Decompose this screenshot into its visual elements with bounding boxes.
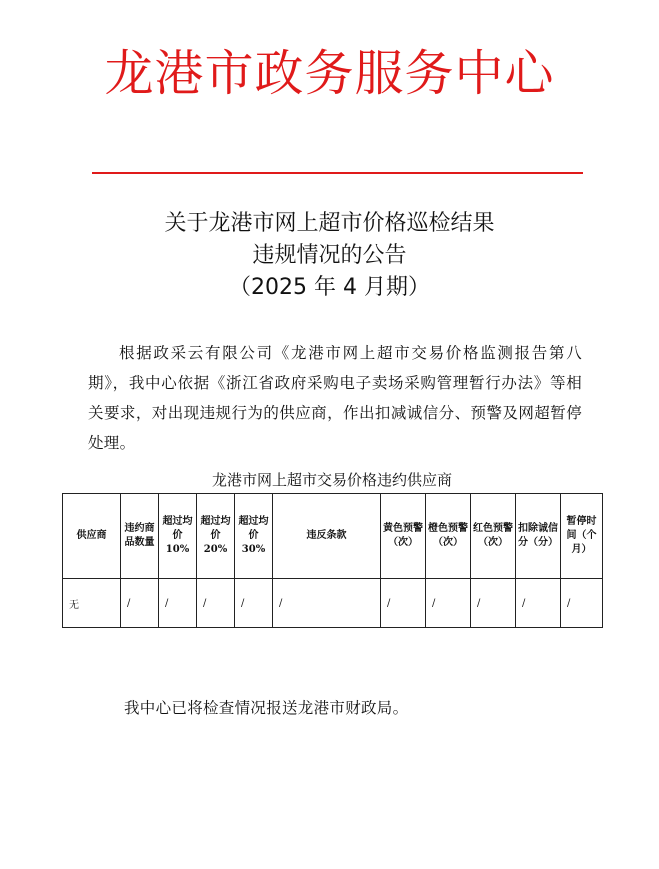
cell-over-20: / [197, 579, 235, 628]
table-title: 龙港市网上超市交易价格违约供应商 [211, 471, 452, 489]
col-header-orange: 橙色预警（次） [426, 494, 471, 579]
cell-over-30: / [235, 579, 273, 628]
table-row [63, 579, 603, 628]
col-header-over-20: 超过均价20% [197, 494, 235, 579]
col-header-clause: 违反条款 [273, 494, 381, 579]
footer-note: 我中心已将检查情况报送龙港市财政局。 [124, 699, 409, 717]
notice-body: 根据政采云有限公司《龙港市网上超市交易价格监测报告第八期》，我中心依据《浙江省政府采购电子卖场采购管理暂行办法》等相关要求，对出现违规行为的供应商，作出扣减诚信分、预警及网超暂停处理。 [88, 344, 582, 452]
cell-yellow: / [381, 579, 426, 628]
header-divider [92, 172, 583, 174]
col-header-red: 红色预警（次） [471, 494, 516, 579]
violation-table [62, 493, 603, 628]
cell-suspend: / [561, 579, 603, 628]
col-header-over-30: 超过均价30% [235, 494, 273, 579]
cell-over-10: / [159, 579, 197, 628]
title-line-3: （2025 年 4 月期） [229, 275, 430, 300]
col-header-supplier: 供应商 [63, 494, 121, 579]
col-header-yellow: 黄色预警（次） [381, 494, 426, 579]
cell-supplier: 无 [63, 579, 121, 628]
cell-red: / [471, 579, 516, 628]
cell-violation-count: / [121, 579, 159, 628]
title-line-2: 违规情况的公告 [252, 243, 407, 268]
title-line-1: 关于龙港市网上超市价格巡检结果 [164, 211, 495, 236]
cell-orange: / [426, 579, 471, 628]
cell-deduct: / [516, 579, 561, 628]
table-header-row [63, 494, 603, 579]
col-header-suspend: 暂停时间（个月） [561, 494, 603, 579]
cell-clause: / [273, 579, 381, 628]
col-header-violation-count: 违约商品数量 [121, 494, 159, 579]
notice-title [0, 208, 659, 304]
org-header: 龙港市政务服务中心 [104, 45, 555, 102]
col-header-deduct: 扣除诚信分（分） [516, 494, 561, 579]
col-header-over-10: 超过均价10% [159, 494, 197, 579]
